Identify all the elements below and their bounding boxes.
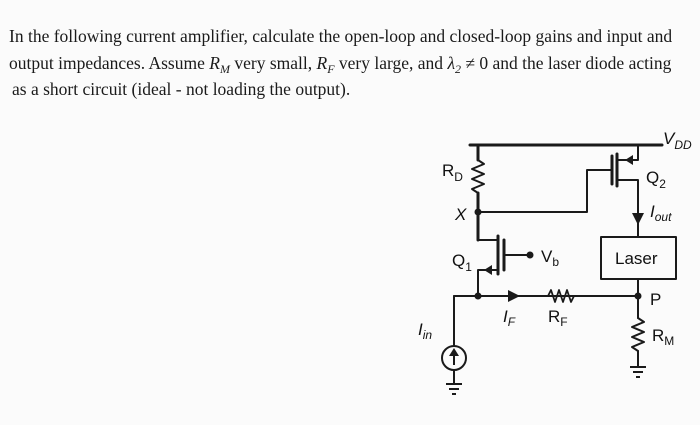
q1-source-arrow-icon [484,265,492,275]
line2-post: ≠ 0 and the laser diode acting [461,53,672,73]
x-node-label: X [455,205,467,224]
line2-mid1: very small, [229,53,317,73]
problem-text-line-1: In the following current amplifier, calculate the open-loop and closed-loop gains and input and [9,26,673,46]
rd-label: $R_D$ [442,161,463,184]
rd-resistor [472,160,484,193]
x-to-q2-base-wire [478,170,612,212]
rm-subscript: M [219,62,230,76]
q2-source-arrow-icon [625,155,633,165]
q1-label: $Q_1$ [452,251,472,274]
rm-symbol: R [209,53,220,73]
p-node-dot [635,293,642,300]
vdd-label: $V_{DD}$ [663,129,692,152]
if-label: $I_F$ [503,307,516,329]
vb-node-dot [527,252,534,259]
iout-arrow-icon [632,213,644,225]
vb-label: $V_b$ [541,247,560,269]
line2-mid2: very large, and [334,53,448,73]
rf-subscript: F [327,62,335,76]
rf-symbol: R [316,53,328,73]
p-node-label: P [650,290,662,309]
iin-ground-icon [446,384,462,394]
laser-label: Laser [615,249,658,268]
iin-label: $I_{in}$ [418,320,433,342]
q2-source-lead [617,145,638,160]
lambda-symbol: λ [447,53,456,73]
rm-ground-icon [630,367,646,377]
line2-pre: output impedances. Assume [9,53,210,73]
q2-drain-lead [617,180,638,205]
if-arrow-icon [508,290,520,302]
lambda-subscript: 2 [455,62,462,76]
rm-resistor [632,318,644,351]
q1-source-lead [478,270,498,296]
iout-label: $I_{out}$ [650,202,672,224]
q1-source-node-dot [475,293,482,300]
x-node-dot [475,209,482,216]
q2-label: $Q_2$ [646,168,666,191]
rm-label: $R_M$ [652,326,675,348]
problem-text-line-3: as a short circuit (ideal - not loading the output). [12,79,351,99]
rf-label: $R_F$ [548,307,568,329]
